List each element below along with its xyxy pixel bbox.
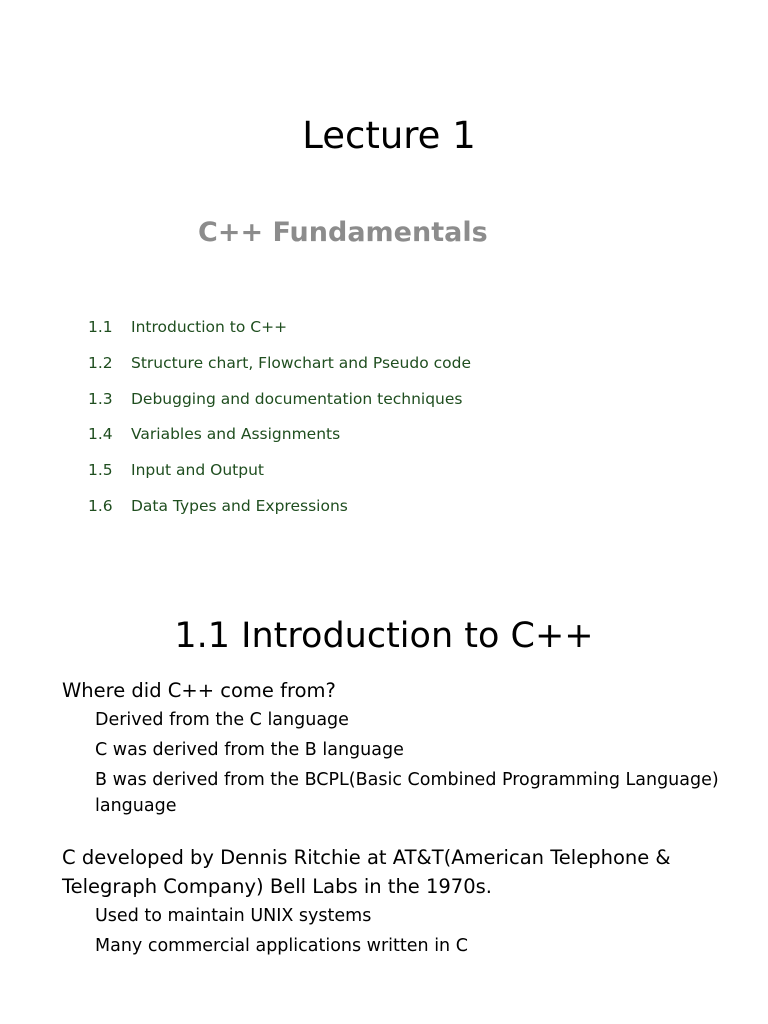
toc-number: 1.6	[88, 496, 113, 515]
bullet-text: C developed by Dennis Ritchie at AT&T(American Telephone & Telegraph Company) Bell Labs in the 1970s.	[62, 846, 671, 898]
toc-number: 1.3	[88, 389, 113, 408]
toc-item	[88, 461, 471, 497]
toc-item	[88, 354, 471, 390]
sub-bullet-item	[0, 933, 768, 959]
sub-bullet-text: B was derived from the BCPL(Basic Combined Programming Language) language	[95, 770, 719, 816]
toc-item	[88, 497, 471, 533]
sub-bullet-item	[0, 767, 768, 819]
toc-item	[88, 318, 471, 354]
section-title: 1.1 Introduction to C++	[174, 616, 594, 656]
table-of-contents	[88, 318, 471, 533]
sub-bullet-text: C was derived from the B language	[95, 740, 404, 760]
toc-item	[88, 390, 471, 426]
slide-introduction	[0, 570, 768, 1024]
sub-bullet-item	[0, 707, 768, 733]
toc-number: 1.1	[88, 318, 113, 336]
toc-label: Introduction to C++	[131, 318, 288, 336]
bullet-item	[0, 676, 768, 705]
sub-bullet-item	[0, 903, 768, 929]
toc-label: Structure chart, Flowchart and Pseudo code	[131, 353, 472, 372]
sub-bullet-text: Derived from the C language	[95, 710, 349, 730]
sub-bullet-text: Used to maintain UNIX systems	[95, 906, 372, 926]
toc-label: Variables and Assignments	[131, 425, 341, 444]
toc-item	[88, 425, 471, 461]
bullet-text: Where did C++ come from?	[62, 679, 336, 702]
toc-number: 1.2	[88, 353, 113, 372]
lecture-title: Lecture 1	[302, 114, 476, 157]
toc-label: Data Types and Expressions	[131, 496, 348, 515]
lecture-subtitle: C++ Fundamentals	[198, 217, 488, 248]
sub-bullet-item	[0, 737, 768, 763]
toc-label: Debugging and documentation techniques	[131, 389, 463, 408]
bullet-item	[0, 843, 768, 901]
bullet-list	[0, 676, 768, 959]
toc-number: 1.4	[88, 425, 113, 444]
sub-bullet-text: Many commercial applications written in C	[95, 936, 468, 956]
bullet-spacer	[0, 819, 768, 843]
toc-number: 1.5	[88, 461, 113, 480]
toc-label: Input and Output	[131, 461, 264, 480]
